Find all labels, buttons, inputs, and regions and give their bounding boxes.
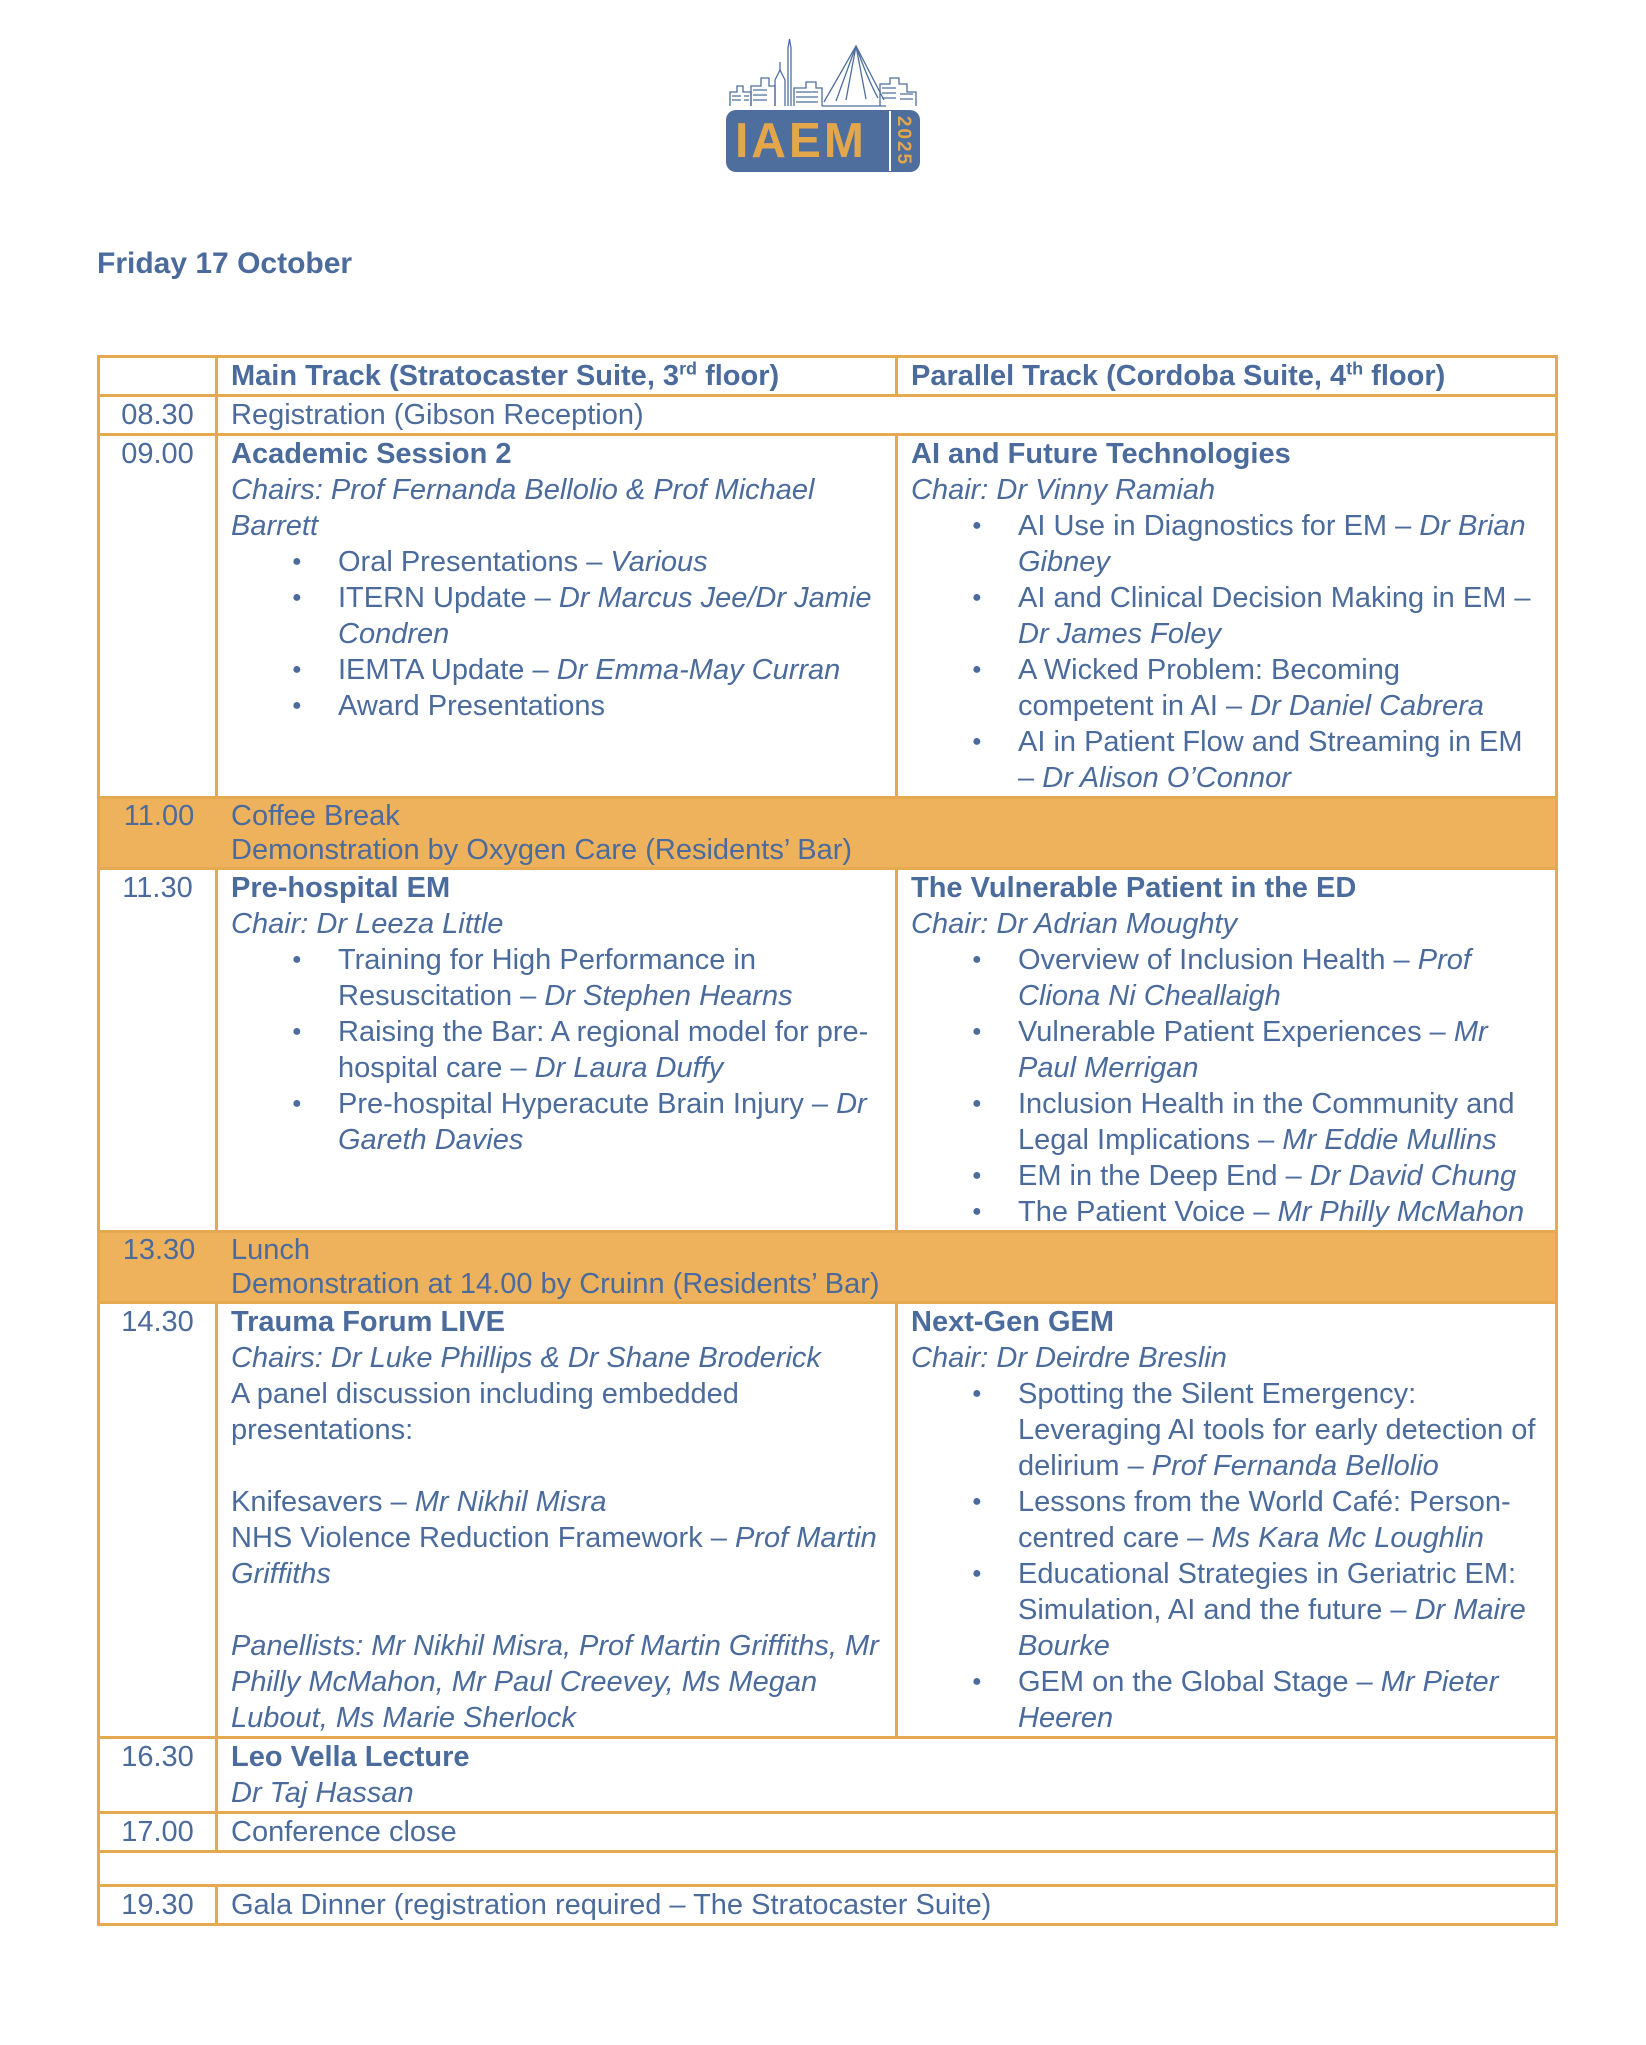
full-width-cell	[217, 1813, 1557, 1852]
bullet-text: Spotting the Silent Emergency: Leveraging AI tools for early detection of delirium – Prof Fernanda Bellolio	[1018, 1378, 1536, 1482]
bullet-text: Raising the Bar: A regional model for pre-hospital care – Dr Laura Duffy	[338, 1016, 869, 1084]
session-title: Academic Session 2	[231, 438, 512, 470]
bullet-dot-icon: ●	[292, 661, 302, 678]
time-cell: 14.30	[99, 1303, 217, 1738]
bullet-item	[972, 1484, 1541, 1556]
session-title: AI and Future Technologies	[911, 438, 1291, 470]
bullet-item	[972, 942, 1541, 1014]
session-text: Registration (Gibson Reception)	[231, 399, 644, 431]
bullet-item	[972, 652, 1541, 724]
session-title: Trauma Forum LIVE	[231, 1306, 505, 1338]
speaker-name: Dr Marcus Jee/Dr Jamie Condren	[338, 582, 872, 650]
session-text: A panel discussion including embedded presentations:	[231, 1378, 739, 1446]
schedule-row	[99, 1886, 1557, 1925]
break-cell	[99, 1232, 1557, 1303]
bullet-text: EM in the Deep End – Dr David Chung	[1018, 1160, 1517, 1192]
speaker-name: Mr Paul Merrigan	[1018, 1016, 1488, 1084]
bullet-dot-icon: ●	[292, 553, 302, 570]
bullet-dot-icon: ●	[972, 1203, 982, 1220]
bullet-dot-icon: ●	[972, 1385, 982, 1402]
bullet-dot-icon: ●	[972, 517, 982, 534]
bullet-text: GEM on the Global Stage – Mr Pieter Heeren	[1018, 1666, 1499, 1734]
session-text: NHS Violence Reduction Framework – Prof Martin Griffiths	[231, 1522, 877, 1590]
logo-year: 2025	[889, 111, 915, 171]
logo-acronym: IAEM	[735, 114, 867, 168]
ordinal-suffix: rd	[679, 358, 698, 379]
break-text	[218, 799, 1555, 867]
break-line: Demonstration by Oxygen Care (Residents’ Bar)	[231, 834, 853, 866]
bullet-text: AI and Clinical Decision Making in EM – Dr James Foley	[1018, 582, 1531, 650]
bullet-text: Inclusion Health in the Community and Legal Implications – Mr Eddie Mullins	[1018, 1088, 1515, 1156]
break-row	[99, 798, 1557, 869]
bullet-item	[972, 1376, 1541, 1484]
bullet-dot-icon: ●	[972, 1167, 982, 1184]
session-chair: Chair: Dr Adrian Moughty	[911, 908, 1238, 940]
time-cell: 17.00	[99, 1813, 217, 1852]
column-header-main: Main Track (Stratocaster Suite, 3rd floor)	[217, 357, 897, 396]
bullet-item	[292, 1086, 881, 1158]
bullet-dot-icon: ●	[972, 1023, 982, 1040]
bullet-dot-icon: ●	[972, 951, 982, 968]
break-layout	[100, 799, 1555, 867]
bullet-text: The Patient Voice – Mr Philly McMahon	[1018, 1196, 1525, 1228]
bullet-dot-icon: ●	[972, 1673, 982, 1690]
schedule-row	[99, 869, 1557, 1232]
bullet-item	[972, 580, 1541, 652]
ordinal-suffix: th	[1346, 358, 1364, 379]
time-cell: 19.30	[99, 1886, 217, 1925]
bullet-text: Pre-hospital Hyperacute Brain Injury – Dr Gareth Davies	[338, 1088, 867, 1156]
bullet-item	[972, 1158, 1541, 1194]
bullet-dot-icon: ●	[972, 661, 982, 678]
bullet-item	[972, 1086, 1541, 1158]
break-row	[99, 1232, 1557, 1303]
panellists-line: Panellists: Mr Nikhil Misra, Prof Martin Griffiths, Mr Philly McMahon, Mr Paul Creevey, Ms Megan Lubout, Ms Marie Sherlock	[231, 1630, 879, 1734]
parallel-track-cell	[897, 1303, 1557, 1738]
break-line: Lunch	[231, 1234, 311, 1266]
time-cell: 08.30	[99, 396, 217, 435]
bullet-item	[972, 1664, 1541, 1736]
logo-box	[726, 110, 920, 172]
iaem-logo	[726, 36, 920, 172]
bullet-dot-icon: ●	[292, 951, 302, 968]
bullet-dot-icon: ●	[972, 1095, 982, 1112]
break-layout	[100, 1233, 1555, 1301]
header-row	[99, 357, 1557, 396]
header-time-cell	[99, 357, 217, 396]
bullet-item	[972, 1014, 1541, 1086]
time-cell: 11.00	[123, 800, 195, 832]
bullet-dot-icon: ●	[292, 589, 302, 606]
schedule-row	[99, 435, 1557, 798]
bullet-dot-icon: ●	[972, 733, 982, 750]
bullet-dot-icon: ●	[292, 697, 302, 714]
dublin-skyline-icon	[728, 36, 918, 108]
bullet-item	[972, 1194, 1541, 1230]
parallel-track-cell	[897, 435, 1557, 798]
column-header-parallel: Parallel Track (Cordoba Suite, 4th floor)	[897, 357, 1557, 396]
bullet-dot-icon: ●	[972, 1493, 982, 1510]
bullet-text: IEMTA Update – Dr Emma-May Curran	[338, 654, 841, 686]
bullet-text: Overview of Inclusion Health – Prof Cliona Ni Cheallaigh	[1018, 944, 1471, 1012]
bullet-text: A Wicked Problem: Becoming competent in AI – Dr Daniel Cabrera	[1018, 654, 1484, 722]
schedule-table	[97, 355, 1558, 1926]
speaker-name: Mr Pieter Heeren	[1018, 1666, 1499, 1734]
bullet-text: ITERN Update – Dr Marcus Jee/Dr Jamie Condren	[338, 582, 872, 650]
bullet-dot-icon: ●	[972, 1565, 982, 1582]
schedule-row	[99, 396, 1557, 435]
bullet-item	[972, 1556, 1541, 1664]
full-width-cell	[217, 1886, 1557, 1925]
bullet-item	[292, 652, 881, 688]
bullet-item	[292, 688, 881, 724]
speaker-name: Mr Philly McMahon	[1277, 1196, 1525, 1228]
blank-line	[231, 1592, 881, 1628]
schedule-row	[99, 1813, 1557, 1852]
main-track-cell	[217, 435, 897, 798]
speaker-name: Dr Gareth Davies	[338, 1088, 867, 1156]
break-line: Coffee Break	[231, 800, 400, 832]
parallel-track-cell	[897, 869, 1557, 1232]
schedule-row	[99, 1738, 1557, 1813]
bullet-text: Vulnerable Patient Experiences – Mr Paul Merrigan	[1018, 1016, 1488, 1084]
speaker-name: Prof Martin Griffiths	[231, 1522, 877, 1590]
time-cell: 13.30	[122, 1234, 196, 1266]
full-width-cell	[217, 1738, 1557, 1813]
session-text: Gala Dinner (registration required – The Stratocaster Suite)	[231, 1889, 992, 1921]
session-title: Leo Vella Lecture	[231, 1741, 470, 1773]
bullet-item	[972, 508, 1541, 580]
empty-row	[99, 1852, 1557, 1886]
speaker-name: Ms Kara Mc Loughlin	[1211, 1522, 1484, 1554]
speaker-name: Prof Cliona Ni Cheallaigh	[1018, 944, 1471, 1012]
speaker-name: Prof Fernanda Bellolio	[1151, 1450, 1439, 1482]
page-title: Friday 17 October	[97, 247, 353, 280]
speaker-name: Various	[610, 546, 708, 578]
bullet-text: Award Presentations	[338, 690, 606, 722]
main-track-cell	[217, 1303, 897, 1738]
session-text: Conference close	[231, 1816, 457, 1848]
full-width-cell	[217, 396, 1557, 435]
session-chair: Chair: Dr Leeza Little	[231, 908, 504, 940]
bullet-item	[292, 942, 881, 1014]
session-chair: Chair: Dr Deirdre Breslin	[911, 1342, 1227, 1374]
bullet-item	[292, 580, 881, 652]
bullet-item	[972, 724, 1541, 796]
session-title: Pre-hospital EM	[231, 872, 451, 904]
empty-cell	[99, 1852, 1557, 1886]
session-chair: Dr Taj Hassan	[231, 1777, 414, 1809]
speaker-name: Dr Emma-May Curran	[556, 654, 841, 686]
speaker-name: Dr David Chung	[1309, 1160, 1517, 1192]
session-chair: Chairs: Prof Fernanda Bellolio & Prof Michael Barrett	[231, 474, 815, 542]
bullet-text: Oral Presentations – Various	[338, 546, 708, 578]
schedule-row	[99, 1303, 1557, 1738]
speaker-name: Dr Laura Duffy	[534, 1052, 724, 1084]
session-chair: Chairs: Dr Luke Phillips & Dr Shane Broderick	[231, 1342, 821, 1374]
speaker-name: Mr Eddie Mullins	[1282, 1124, 1497, 1156]
bullet-text: AI in Patient Flow and Streaming in EM – Dr Alison O’Connor	[1018, 726, 1523, 794]
break-text	[218, 1233, 1555, 1301]
speaker-name: Dr Maire Bourke	[1018, 1594, 1526, 1662]
speaker-name: Dr Alison O’Connor	[1042, 762, 1291, 794]
bullet-item	[292, 544, 881, 580]
session-chair: Chair: Dr Vinny Ramiah	[911, 474, 1216, 506]
speaker-name: Dr Brian Gibney	[1018, 510, 1526, 578]
break-cell	[99, 798, 1557, 869]
bullet-dot-icon: ●	[972, 589, 982, 606]
bullet-text: Training for High Performance in Resuscitation – Dr Stephen Hearns	[338, 944, 793, 1012]
time-cell: 16.30	[99, 1738, 217, 1813]
bullet-dot-icon: ●	[292, 1023, 302, 1040]
bullet-text: Educational Strategies in Geriatric EM: Simulation, AI and the future – Dr Maire Bourke	[1018, 1558, 1526, 1662]
speaker-name: Mr Nikhil Misra	[414, 1486, 607, 1518]
bullet-text: AI Use in Diagnostics for EM – Dr Brian Gibney	[1018, 510, 1526, 578]
session-text: Knifesavers – Mr Nikhil Misra	[231, 1486, 607, 1518]
bullet-dot-icon: ●	[292, 1095, 302, 1112]
speaker-name: Dr James Foley	[1018, 618, 1222, 650]
time-cell: 09.00	[99, 435, 217, 798]
main-track-cell	[217, 869, 897, 1232]
bullet-item	[292, 1014, 881, 1086]
blank-line	[231, 1448, 881, 1484]
session-title: The Vulnerable Patient in the ED	[911, 872, 1357, 904]
time-cell: 11.30	[99, 869, 217, 1232]
bullet-text: Lessons from the World Café: Person-centred care – Ms Kara Mc Loughlin	[1018, 1486, 1511, 1554]
speaker-name: Dr Daniel Cabrera	[1250, 690, 1484, 722]
speaker-name: Dr Stephen Hearns	[544, 980, 793, 1012]
session-title: Next-Gen GEM	[911, 1306, 1115, 1338]
break-line: Demonstration at 14.00 by Cruinn (Residents’ Bar)	[231, 1268, 880, 1300]
